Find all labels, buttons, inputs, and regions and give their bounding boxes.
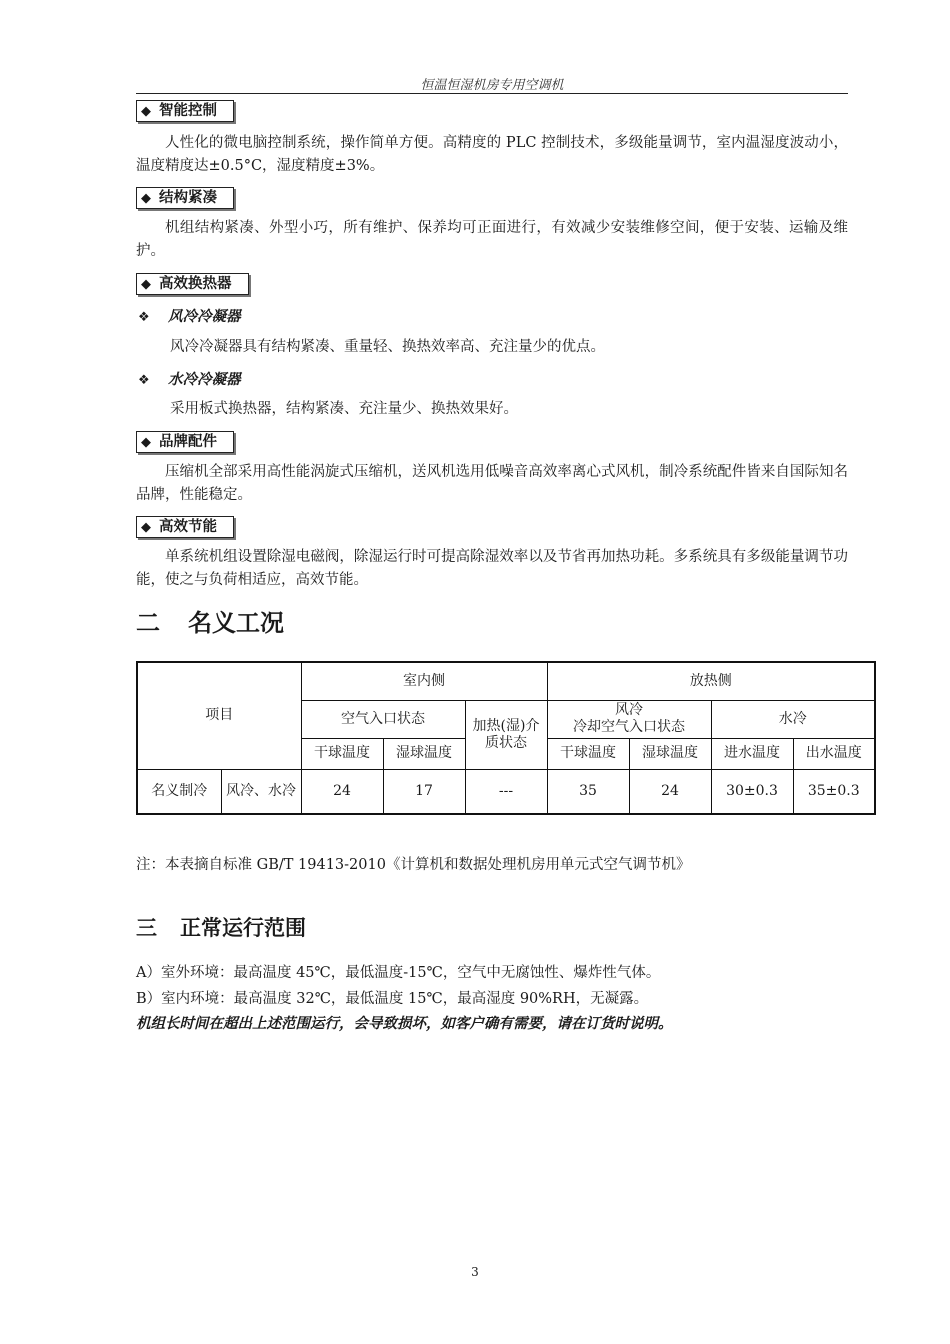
sub-heading-air-cooled-condenser [138,305,241,326]
table-cell: 17 [383,769,465,814]
table-header-row [137,662,875,700]
feature-paragraph-compact-structure: 机组结构紧凑、外型小巧，所有维护、保养均可正面进行，有效减少安装维修空间，便于安装、运输及维护。 [136,220,848,259]
header-cell-wet-bulb: 湿球温度 [629,738,711,769]
section-heading-nominal-conditions [136,603,284,638]
diamond-icon: ◆ [141,104,151,119]
sub-heading-label: 水冷冷凝器 [168,371,241,388]
diamond-icon: ◆ [141,520,151,535]
header-cell-water-in: 进水温度 [711,738,793,769]
diamond-icon: ◆ [141,277,151,292]
range-line-outdoor: A）室外环境：最高温度 45℃，最低温度-15℃，空气中无腐蚀性、爆炸性气体。 [136,965,661,981]
header-cell-heat-side: 放热侧 [547,662,875,700]
feature-heading-label: 高效节能 [159,519,217,535]
sparkle-bullet-icon: ❖ [138,310,150,325]
header-cell-air-cooled [547,700,711,738]
header-cell-water-out: 出水温度 [793,738,875,769]
section-number: 二 [136,609,160,637]
header-cell-air-inlet: 空气入口状态 [301,700,465,738]
feature-heading-brand-parts [136,431,234,453]
feature-heading-label: 智能控制 [159,103,217,119]
sub-heading-label: 风冷冷凝器 [168,308,241,325]
header-cell-wet-bulb: 湿球温度 [383,738,465,769]
header-cooling-air-inlet-label: 冷却空气入口状态 [573,719,685,735]
diamond-icon: ◆ [141,435,151,450]
table-cell: 名义制冷 [137,769,221,814]
table-cell: 风冷、水冷 [221,769,301,814]
table-cell: 35±0.3 [793,769,875,814]
feature-paragraph-energy-saving: 单系统机组设置除湿电磁阀，除湿运行时可提高除湿效率以及节省再加热功耗。多系统具有多级能量调节功能，使之与负荷相适应，高效节能。 [136,549,848,588]
header-cell-water-cooled: 水冷 [711,700,875,738]
feature-heading-smart-control [136,100,234,122]
table-cell: 30±0.3 [711,769,793,814]
nominal-conditions-table [136,661,876,815]
table-cell: 24 [301,769,383,814]
warning-text: 机组长时间在超出上述范围运行，会导致损坏，如客户确有需要，请在订货时说明。 [136,1015,673,1032]
header-cell-heating-medium: 加热(湿)介质状态 [465,700,547,769]
section-number: 三 [136,916,157,940]
section-title: 名义工况 [188,609,284,637]
feature-heading-label: 结构紧凑 [159,190,217,206]
section-title: 正常运行范围 [180,916,306,940]
page-number: 3 [471,1265,479,1279]
feature-paragraph-smart-control: 人性化的微电脑控制系统，操作简单方便。高精度的 PLC 控制技术，多级能量调节，室内温湿度波动小， 温度精度达±0.5°C，湿度精度±3%。 [136,135,848,174]
table-cell: 24 [629,769,711,814]
feature-heading-label: 高效换热器 [159,276,232,292]
sub-paragraph-air-cooled-condenser: 风冷冷凝器具有结构紧凑、重量轻、换热效率高、充注量少的优点。 [170,339,605,355]
header-rule [136,93,848,94]
header-cell-item: 项目 [137,662,301,769]
table-cell: --- [465,769,547,814]
table-note: 注：本表摘自标准 GB/T 19413-2010《计算机和数据处理机房用单元式空气调节机》 [136,857,691,873]
header-cell-dry-bulb: 干球温度 [301,738,383,769]
table-cell: 35 [547,769,629,814]
running-header: 恒温恒湿机房专用空调机 [420,78,564,93]
diamond-icon: ◆ [141,191,151,206]
section-heading-operating-range [136,912,306,942]
header-cell-dry-bulb: 干球温度 [547,738,629,769]
table-row [137,769,875,814]
feature-heading-heat-exchanger [136,273,249,295]
header-cell-indoor: 室内侧 [301,662,547,700]
feature-heading-compact-structure [136,187,234,209]
range-line-indoor: B）室内环境：最高温度 32℃，最低温度 15℃，最高湿度 90%RH，无凝露。 [136,991,649,1007]
sub-paragraph-water-cooled-condenser: 采用板式换热器，结构紧凑、充注量少、换热效果好。 [170,401,518,417]
sparkle-bullet-icon: ❖ [138,373,150,388]
feature-heading-energy-saving [136,516,234,538]
sub-heading-water-cooled-condenser [138,368,241,389]
feature-paragraph-brand-parts: 压缩机全部采用高性能涡旋式压缩机，送风机选用低噪音高效率离心式风机，制冷系统配件皆来自国际知名品牌，性能稳定。 [136,464,848,503]
header-air-cooled-label: 风冷 [615,702,643,718]
feature-heading-label: 品牌配件 [159,434,217,450]
